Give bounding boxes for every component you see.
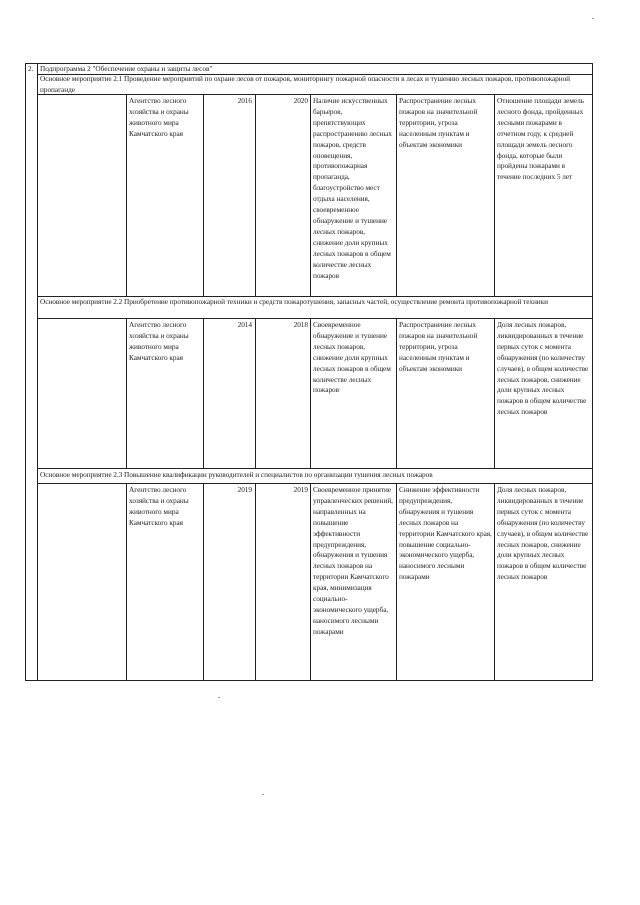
col-divider xyxy=(310,94,311,296)
end-year-cell: 2018 xyxy=(293,320,308,329)
col-divider xyxy=(494,94,495,296)
col-divider xyxy=(310,318,311,468)
measure-title: Основное мероприятие 2.2 Приобретение противопожарной техники и средств пожаротушения, запасных частей, осуществление ремонта противопожарной техники xyxy=(40,297,549,306)
expected-result-cell: Своевременное обнаружение и тушение лесных пожаров, снижение доли крупных лесных пожаров в общем количестве лесных пожаров xyxy=(313,320,391,395)
executor-cell: Агентство лесного хозяйства и охраны животного мира Камчатского края xyxy=(129,485,189,527)
scan-speck xyxy=(592,18,594,19)
measure-title: Основное мероприятие 2.3 Повышение квалификации руководителей и специалистов по организации тушения лесных пожаров xyxy=(40,470,433,479)
col-divider xyxy=(255,318,256,468)
end-year-cell: 2020 xyxy=(293,96,308,105)
col-divider xyxy=(203,483,204,680)
table-border-bottom xyxy=(25,680,593,681)
table-border-content-left xyxy=(37,63,38,681)
end-year-cell: 2019 xyxy=(293,485,308,494)
col-divider xyxy=(126,483,127,680)
consequences-cell: Снижение эффективности предупреждения, обнаружения и тушения лесных пожаров на территории Камчатского края, повышение социально-экономического ущерба, наносимого лесными пожарами xyxy=(399,485,492,582)
col-divider xyxy=(255,483,256,680)
measure-2-title-bottom xyxy=(37,318,593,319)
measure-2-row-bottom xyxy=(37,468,593,469)
col-divider xyxy=(203,94,204,296)
scan-speck xyxy=(262,794,264,795)
expected-result-cell: Наличие искусственных барьеров, препятствующих распространению лесных пожаров, средств оповещения, противопожарная пропаганда, благоустройство мест отдыха населения, своевременное обнаружение и тушение лесных пожаров, снижение доли крупных лесных пожаров в общем количестве лесных пожаров xyxy=(313,96,392,280)
consequences-cell: Распространение лесных пожаров на значительной территории, угроза населенным пунктам и объектам экономики xyxy=(399,320,478,373)
measure-title: Основное мероприятие 2.1 Проведение мероприятий по охране лесов от пожаров, мониторингу пожарной опасности в лесах и тушению лесных пожаров, противопожарной пропаганде xyxy=(40,74,571,94)
subprogram-title: Подпрограмма 2 "Обеспечение охраны и защиты лесов" xyxy=(40,64,213,73)
row-number: 2. xyxy=(28,64,34,73)
start-year-cell: 2014 xyxy=(237,320,252,329)
col-divider xyxy=(494,318,495,468)
col-divider xyxy=(310,483,311,680)
col-divider xyxy=(396,94,397,296)
table-border-right xyxy=(592,63,593,681)
expected-result-cell: Своевременное принятие управленческих решений, направленных на повышение эффективности предупреждения, обнаружения и тушения лесных пожаров на территории Камчатского края, минимизация социально-экономического ущерба, наносимого лесными пожарами xyxy=(313,485,393,636)
col-divider xyxy=(203,318,204,468)
col-divider xyxy=(396,318,397,468)
start-year-cell: 2016 xyxy=(237,96,252,105)
indicator-link-cell: Доля лесных пожаров, ликвидированных в течение первых суток с момента обнаружения (по количеству случаев), в общем количестве лесных пожаров, снижение доли крупных лесных пожаров в общем количестве лесных пожаров xyxy=(497,320,589,417)
executor-cell: Агентство лесного хозяйства и охраны животного мира Камчатского края xyxy=(129,320,189,362)
col-divider xyxy=(126,94,127,296)
measure-3-title-bottom xyxy=(37,483,593,484)
col-divider xyxy=(494,483,495,680)
col-divider xyxy=(126,318,127,468)
indicator-link-cell: Отношение площади земель лесного фонда, пройденных лесными пожарами в отчетном году, к средней площади земель лесного фонда, которые были пройдены пожарами в течение последних 5 лет xyxy=(497,96,584,182)
col-divider xyxy=(255,94,256,296)
scan-speck xyxy=(218,697,220,698)
table-border-left xyxy=(25,63,26,681)
consequences-cell: Распространение лесных пожаров на значительной территории, угроза населенным пунктам и объектам экономики xyxy=(399,96,478,149)
start-year-cell: 2019 xyxy=(237,485,252,494)
executor-cell: Агентство лесного хозяйства и охраны животного мира Камчатского края xyxy=(129,96,189,138)
col-divider xyxy=(396,483,397,680)
indicator-link-cell: Доля лесных пожаров, ликвидированных в течение первых суток с момента обнаружения (по количеству случаев), в общем количестве лесных пожаров, снижение доли крупных лесных пожаров в общем количестве лесных пожаров xyxy=(497,485,589,582)
